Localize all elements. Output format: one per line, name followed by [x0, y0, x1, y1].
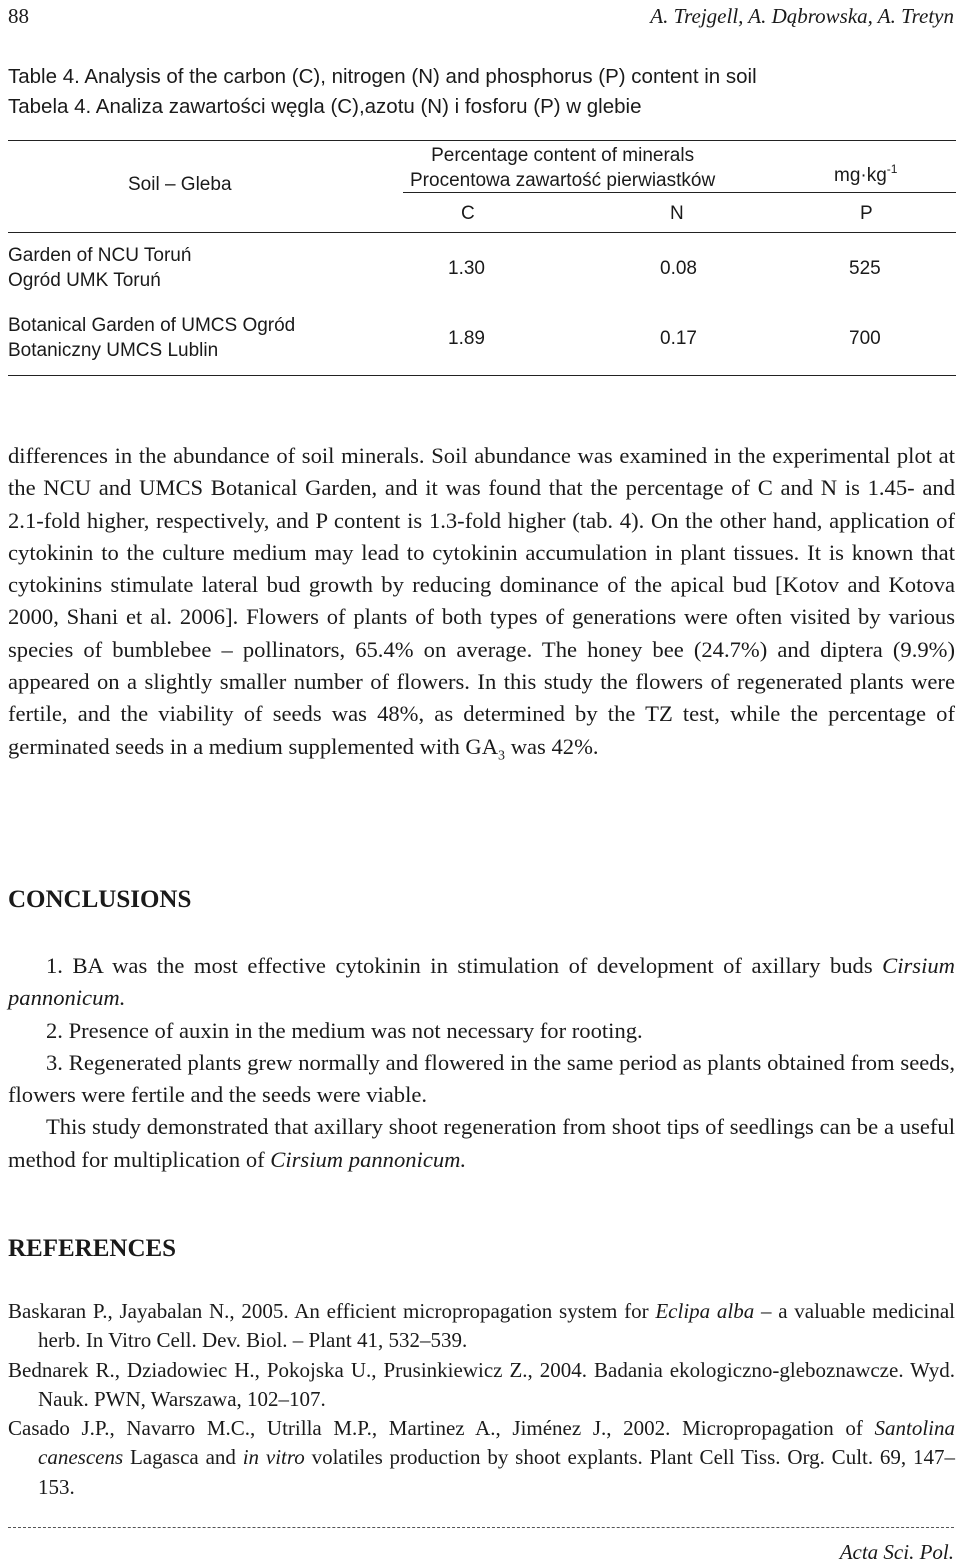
- italic-term: in vitro: [242, 1445, 305, 1470]
- table-bottom-rule: [8, 375, 956, 376]
- subscript: 3: [498, 748, 506, 764]
- species-name: Eclipa alba: [655, 1299, 755, 1323]
- conclusions-list: [8, 950, 955, 1176]
- references-heading: REFERENCES: [8, 1235, 177, 1262]
- row-label-line: Botanical Garden of UMCS Ogród: [8, 315, 296, 336]
- column-header-unit: [834, 157, 897, 188]
- running-head-authors: A. Trejgell, A. Dąbrowska, A. Tretyn: [650, 4, 954, 28]
- references-list: [8, 1297, 955, 1502]
- table-caption-en: Table 4. Analysis of the carbon (C), nitrogen (N) and phosphorus (P) content in soil: [8, 65, 757, 88]
- species-name: Cirsium pannonicum.: [270, 1146, 467, 1172]
- conclusion-item: 2. Presence of auxin in the medium was not necessary for rooting.: [46, 1017, 643, 1043]
- journal-name: Acta Sci. Pol.: [839, 1540, 954, 1564]
- body-paragraph: [8, 440, 955, 763]
- species-name: Cirsium pannonicum.: [8, 953, 955, 1011]
- reference-text: Baskaran P., Jayabalan N., 2005. An efficient micropropagation system for: [8, 1299, 656, 1323]
- conclusion-text: This study demonstrated that axillary shoot regeneration from shoot tips of seedlings can be a useful method for multiplication of: [8, 1114, 955, 1172]
- species-name: Santolina canescens: [38, 1416, 955, 1470]
- table-header-rule: [8, 232, 956, 233]
- row-label-line: Botaniczny UMCS Lublin: [8, 340, 219, 361]
- soil-table: [8, 140, 956, 376]
- cell-n: 0.08: [660, 258, 697, 279]
- page-number: 88: [8, 4, 29, 28]
- reference-item: [8, 1414, 955, 1502]
- column-header-percentage: [410, 143, 715, 193]
- unit-base: mg·kg: [834, 165, 887, 186]
- column-header-c: C: [461, 203, 475, 224]
- row-label-line: Ogród UMK Toruń: [8, 270, 161, 291]
- column-header-percentage-pl: Procentowa zawartość pierwiastków: [410, 170, 716, 191]
- table-row-label: [8, 243, 191, 293]
- conclusion-text: 1. BA was the most effective cytokinin in stimulation of development of axillary buds: [46, 953, 883, 978]
- body-text-run: differences in the abundance of soil minerals. Soil abundance was examined in the experimental plot at the NCU and UMCS Botanical Garden, and it was found that the percentage of C and N is 1.45- and 2.1-fold higher, respectively, and P content is 1.3-fold higher (tab. 4). On the other hand, application of cytokinin to the culture medium may lead to cytokinin accumulation in plant tissues. It is known that cytokinins stimulate lateral bud growth by reducing dominance of the apical bud [Kotov and Kotova 2000, Shani et al. 2006]. Flowers of plants of both types of generations were often visited by various species of bumblebee – pollinators, 65.4% on average. The honey bee (24.7%) and diptera (9.9%) appeared on a slightly smaller number of flowers. In this study the flowers of regenerated plants were fertile, and the viability of seeds was 48%, as determined by the TZ test, while the percentage of germinated seeds in a medium supplemented with GA: [8, 443, 955, 759]
- table-row-label: [8, 313, 295, 363]
- conclusion-item: 3. Regenerated plants grew normally and flowered in the same period as plants obtained from seeds, flowers were fertile and the seeds were viable.: [8, 1049, 955, 1108]
- cell-n: 0.17: [660, 328, 697, 349]
- column-header-n: N: [670, 203, 684, 224]
- table-top-rule: [8, 140, 956, 141]
- cell-p: 525: [849, 258, 881, 279]
- cell-c: 1.89: [448, 328, 485, 349]
- column-header-p: P: [860, 203, 873, 224]
- row-label-line: Garden of NCU Toruń: [8, 245, 192, 266]
- reference-text: volatiles production by shoot explants. Plant Cell Tiss. Org. Cult. 69, 147–153.: [38, 1445, 956, 1499]
- cell-p: 700: [849, 328, 881, 349]
- column-header-percentage-en: Percentage content of minerals: [431, 145, 695, 166]
- reference-text: – a valuable medicinal herb. In Vitro Cell. Dev. Biol. – Plant 41, 532–539.: [38, 1299, 955, 1353]
- reference-item: Bednarek R., Dziadowiec H., Pokojska U., Prusinkiewicz Z., 2004. Badania ekologiczno-gleboznawcze. Wyd. Nauk. PWN, Warszawa, 102–107.: [8, 1357, 955, 1411]
- table-caption: [8, 62, 757, 122]
- reference-item: [8, 1297, 955, 1356]
- column-header-soil: Soil – Gleba: [128, 174, 232, 195]
- footer-rule: [8, 1527, 954, 1528]
- conclusion-summary: [8, 1111, 955, 1176]
- reference-text: Casado J.P., Navarro M.C., Utrilla M.P., Martinez A., Jiménez J., 2002. Micropropagation of: [8, 1416, 875, 1441]
- cell-c: 1.30: [448, 258, 485, 279]
- conclusions-heading: CONCLUSIONS: [8, 886, 192, 913]
- reference-text: Lagasca and: [123, 1445, 243, 1470]
- conclusion-item: [8, 950, 955, 1015]
- running-head: [8, 3, 954, 29]
- unit-exponent: -1: [886, 162, 898, 176]
- table-caption-pl: Tabela 4. Analiza zawartości węgla (C),azotu (N) i fosforu (P) w glebie: [8, 95, 642, 118]
- body-text-run: was 42%.: [505, 733, 599, 759]
